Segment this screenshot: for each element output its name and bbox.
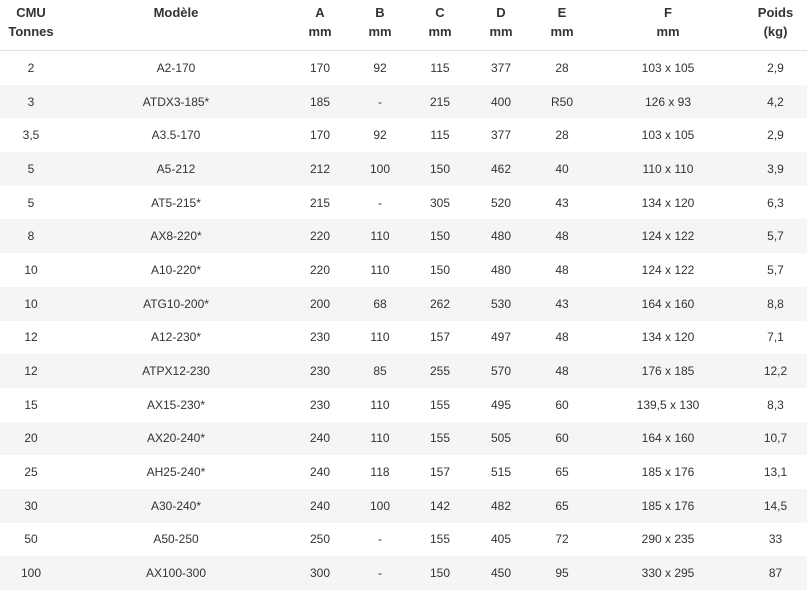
- cell-weight: 5,7: [744, 219, 807, 253]
- cell-e: 60: [555, 397, 569, 412]
- cell-a: 215: [309, 195, 331, 210]
- cell-f: 103 x 105: [641, 60, 695, 75]
- cell-b: -: [350, 556, 410, 590]
- cell-weight: 33: [768, 532, 783, 547]
- cell-a: 230: [290, 354, 350, 388]
- cell-d: 480: [470, 219, 532, 253]
- table-row: [0, 85, 807, 119]
- cell-weight: 13,1: [763, 465, 788, 480]
- cell-d: 530: [470, 287, 532, 321]
- cell-b: 110: [350, 219, 410, 253]
- cell-e: 65: [555, 465, 569, 480]
- cell-e: 65: [532, 489, 592, 523]
- cell-cmu: 2: [27, 60, 35, 75]
- cell-c: 155: [429, 532, 451, 547]
- cell-b: 92: [373, 60, 387, 75]
- cell-model: AX20-240*: [62, 422, 290, 456]
- table-row: [0, 186, 807, 220]
- cell-f: 110 x 110: [592, 152, 744, 186]
- cell-cmu: 8: [0, 219, 62, 253]
- table-row: [0, 489, 807, 523]
- cell-c: 142: [410, 489, 470, 523]
- cell-f: 134 x 120: [641, 195, 695, 210]
- cell-b: 100: [350, 489, 410, 523]
- table-header-row: [0, 0, 807, 51]
- header-weight: Poids (kg): [744, 0, 807, 51]
- cell-c: 155: [410, 422, 470, 456]
- table-row: [0, 321, 807, 355]
- cell-f: 330 x 295: [592, 556, 744, 590]
- cell-d: 377: [490, 128, 512, 143]
- cell-d: 400: [470, 85, 532, 119]
- cell-a: 230: [309, 397, 331, 412]
- cell-weight: 5,7: [767, 262, 784, 277]
- cell-b: -: [350, 85, 410, 119]
- cell-f: 164 x 160: [592, 422, 744, 456]
- cell-cmu: 10: [0, 287, 62, 321]
- table-row: [0, 51, 807, 85]
- cell-cmu: 15: [24, 397, 38, 412]
- cell-d: 520: [490, 195, 512, 210]
- cell-e: 28: [555, 128, 569, 143]
- cell-model: AT5-215*: [151, 195, 201, 210]
- cell-a: 230: [309, 330, 331, 345]
- cell-d: 377: [490, 60, 512, 75]
- cell-e: 48: [555, 262, 569, 277]
- cell-f: 139,5 x 130: [636, 397, 700, 412]
- table-row: [0, 388, 807, 422]
- table-body: [0, 51, 807, 590]
- header-d: D mm: [470, 0, 532, 51]
- cell-b: -: [378, 532, 382, 547]
- cell-c: 157: [429, 465, 451, 480]
- cell-cmu: 10: [24, 262, 38, 277]
- cell-c: 150: [410, 556, 470, 590]
- cell-f: 185 x 176: [592, 489, 744, 523]
- cell-e: 43: [555, 195, 569, 210]
- table-row: [0, 523, 807, 557]
- cell-d: 515: [490, 465, 512, 480]
- cell-weight: 7,1: [767, 330, 784, 345]
- cell-weight: 10,7: [744, 422, 807, 456]
- cell-b: 110: [370, 397, 390, 412]
- header-a: A mm: [290, 0, 350, 51]
- cell-b: 110: [370, 262, 390, 277]
- cell-d: 450: [470, 556, 532, 590]
- table-row: [0, 118, 807, 152]
- table-row: [0, 253, 807, 287]
- cell-weight: 4,2: [744, 85, 807, 119]
- cell-cmu: 12: [0, 354, 62, 388]
- cell-cmu: 12: [24, 330, 38, 345]
- cell-e: 40: [532, 152, 592, 186]
- cell-cmu: 20: [0, 422, 62, 456]
- cell-model: A50-250: [153, 532, 199, 547]
- cell-a: 185: [290, 85, 350, 119]
- cell-f: 176 x 185: [592, 354, 744, 388]
- table-row: [0, 152, 807, 186]
- cell-e: 28: [555, 60, 569, 75]
- cell-f: 164 x 160: [592, 287, 744, 321]
- cell-weight: 8,8: [744, 287, 807, 321]
- cell-c: 262: [410, 287, 470, 321]
- cell-d: 497: [490, 330, 512, 345]
- cell-c: 155: [429, 397, 451, 412]
- header-model: Modèle: [62, 0, 290, 51]
- cell-b: 110: [370, 330, 390, 345]
- cell-c: 115: [430, 128, 450, 143]
- cell-cmu: 25: [24, 465, 38, 480]
- cell-d: 480: [490, 262, 512, 277]
- cell-model: AH25-240*: [146, 465, 206, 480]
- cell-model: AX8-220*: [62, 219, 290, 253]
- cell-weight: 2,9: [767, 128, 784, 143]
- cell-a: 240: [290, 489, 350, 523]
- cell-d: 495: [490, 397, 512, 412]
- cell-cmu: 100: [0, 556, 62, 590]
- cell-cmu: 5: [0, 152, 62, 186]
- cell-model: A3.5-170: [151, 128, 201, 143]
- cell-a: 220: [290, 219, 350, 253]
- cell-cmu: 50: [24, 532, 38, 547]
- cell-model: ATG10-200*: [62, 287, 290, 321]
- cell-weight: 8,3: [767, 397, 784, 412]
- cell-weight: 3,9: [744, 152, 807, 186]
- cell-c: 305: [429, 195, 451, 210]
- cell-model: A12-230*: [150, 330, 202, 345]
- cell-d: 570: [470, 354, 532, 388]
- cell-a: 170: [309, 128, 331, 143]
- cell-e: 60: [532, 422, 592, 456]
- cell-a: 200: [290, 287, 350, 321]
- cell-model: A2-170: [156, 60, 196, 75]
- cell-f: 185 x 176: [641, 465, 695, 480]
- header-c: C mm: [410, 0, 470, 51]
- cell-e: 43: [532, 287, 592, 321]
- cell-e: 48: [532, 354, 592, 388]
- cell-model: A10-220*: [150, 262, 202, 277]
- cell-f: 103 x 105: [641, 128, 695, 143]
- cell-d: 462: [470, 152, 532, 186]
- cell-a: 170: [309, 60, 331, 75]
- table-row: [0, 422, 807, 456]
- cell-a: 250: [309, 532, 331, 547]
- cell-d: 405: [490, 532, 512, 547]
- cell-a: 240: [309, 465, 331, 480]
- cell-e: 48: [532, 219, 592, 253]
- cell-b: -: [378, 195, 382, 210]
- cell-a: 300: [290, 556, 350, 590]
- cell-model: ATDX3-185*: [62, 85, 290, 119]
- header-f: F mm: [592, 0, 744, 51]
- cell-cmu: 3: [0, 85, 62, 119]
- cell-e: R50: [532, 85, 592, 119]
- cell-d: 505: [470, 422, 532, 456]
- table-row: [0, 556, 807, 590]
- cell-f: 290 x 235: [641, 532, 695, 547]
- cell-c: 115: [430, 60, 450, 75]
- cell-cmu: 5: [27, 195, 35, 210]
- table-row: [0, 455, 807, 489]
- cell-d: 482: [470, 489, 532, 523]
- table-row: [0, 219, 807, 253]
- cell-f: 126 x 93: [592, 85, 744, 119]
- cell-cmu: 30: [0, 489, 62, 523]
- cell-weight: 2,9: [767, 60, 784, 75]
- table-row: [0, 287, 807, 321]
- cell-model: AX100-300: [62, 556, 290, 590]
- cell-weight: 87: [744, 556, 807, 590]
- header-b: B mm: [350, 0, 410, 51]
- cell-model: A30-240*: [62, 489, 290, 523]
- cell-f: 134 x 120: [641, 330, 695, 345]
- cell-weight: 14,5: [744, 489, 807, 523]
- cell-b: 118: [370, 465, 390, 480]
- cell-weight: 6,3: [767, 195, 784, 210]
- cell-f: 124 x 122: [592, 219, 744, 253]
- cell-c: 157: [429, 330, 451, 345]
- cell-c: 150: [429, 262, 451, 277]
- cell-a: 220: [309, 262, 331, 277]
- cell-c: 150: [410, 152, 470, 186]
- cell-weight: 12,2: [744, 354, 807, 388]
- table-row: [0, 354, 807, 388]
- cell-model: A5-212: [62, 152, 290, 186]
- cell-b: 92: [373, 128, 387, 143]
- cell-c: 150: [410, 219, 470, 253]
- cell-f: 124 x 122: [641, 262, 695, 277]
- header-cmu: CMU Tonnes: [0, 0, 62, 51]
- cell-e: 95: [532, 556, 592, 590]
- header-e: E mm: [532, 0, 592, 51]
- cell-model: AX15-230*: [146, 397, 206, 412]
- cell-b: 68: [350, 287, 410, 321]
- cell-e: 48: [555, 330, 569, 345]
- cell-cmu: 3,5: [22, 128, 40, 143]
- cell-a: 212: [290, 152, 350, 186]
- cell-c: 255: [410, 354, 470, 388]
- cell-b: 110: [350, 422, 410, 456]
- cell-a: 240: [290, 422, 350, 456]
- cell-e: 72: [555, 532, 569, 547]
- cell-model: ATPX12-230: [62, 354, 290, 388]
- cell-c: 215: [410, 85, 470, 119]
- cell-b: 100: [350, 152, 410, 186]
- cell-b: 85: [350, 354, 410, 388]
